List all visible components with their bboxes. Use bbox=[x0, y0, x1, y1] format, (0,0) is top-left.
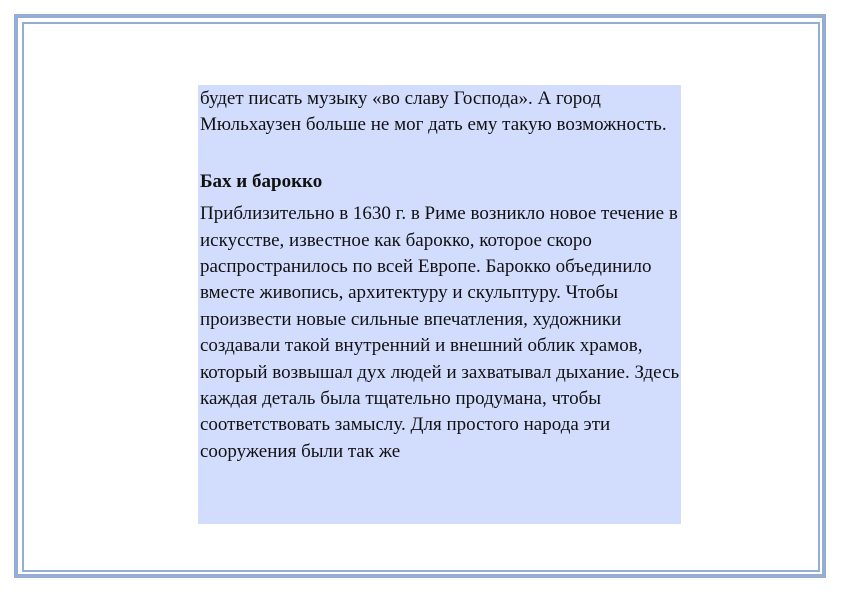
intro-paragraph: будет писать музыку «во славу Господа». А город Мюльхаузен больше не мог дать ему такую возможность. bbox=[200, 88, 667, 136]
section-heading: Бах и барокко bbox=[200, 170, 323, 192]
body-paragraph: Приблизительно в 1630 г. в Риме возникло новое течение в искусстве, известное как барокко, которое скоро распространилось по всей Европе. Барокко объединило вместе живопись, архитектуру и скульптуру. Чтобы произвести новые сильные впечатления, художники создавали такой внутренний и внешний облик храмов, который возвышал дух людей и захватывал дыхание. Здесь каждая деталь была тщательно продумана, чтобы соответствовать замыслу. Для простого народа эти сооружения были так же bbox=[200, 203, 680, 462]
text-box bbox=[198, 85, 681, 524]
